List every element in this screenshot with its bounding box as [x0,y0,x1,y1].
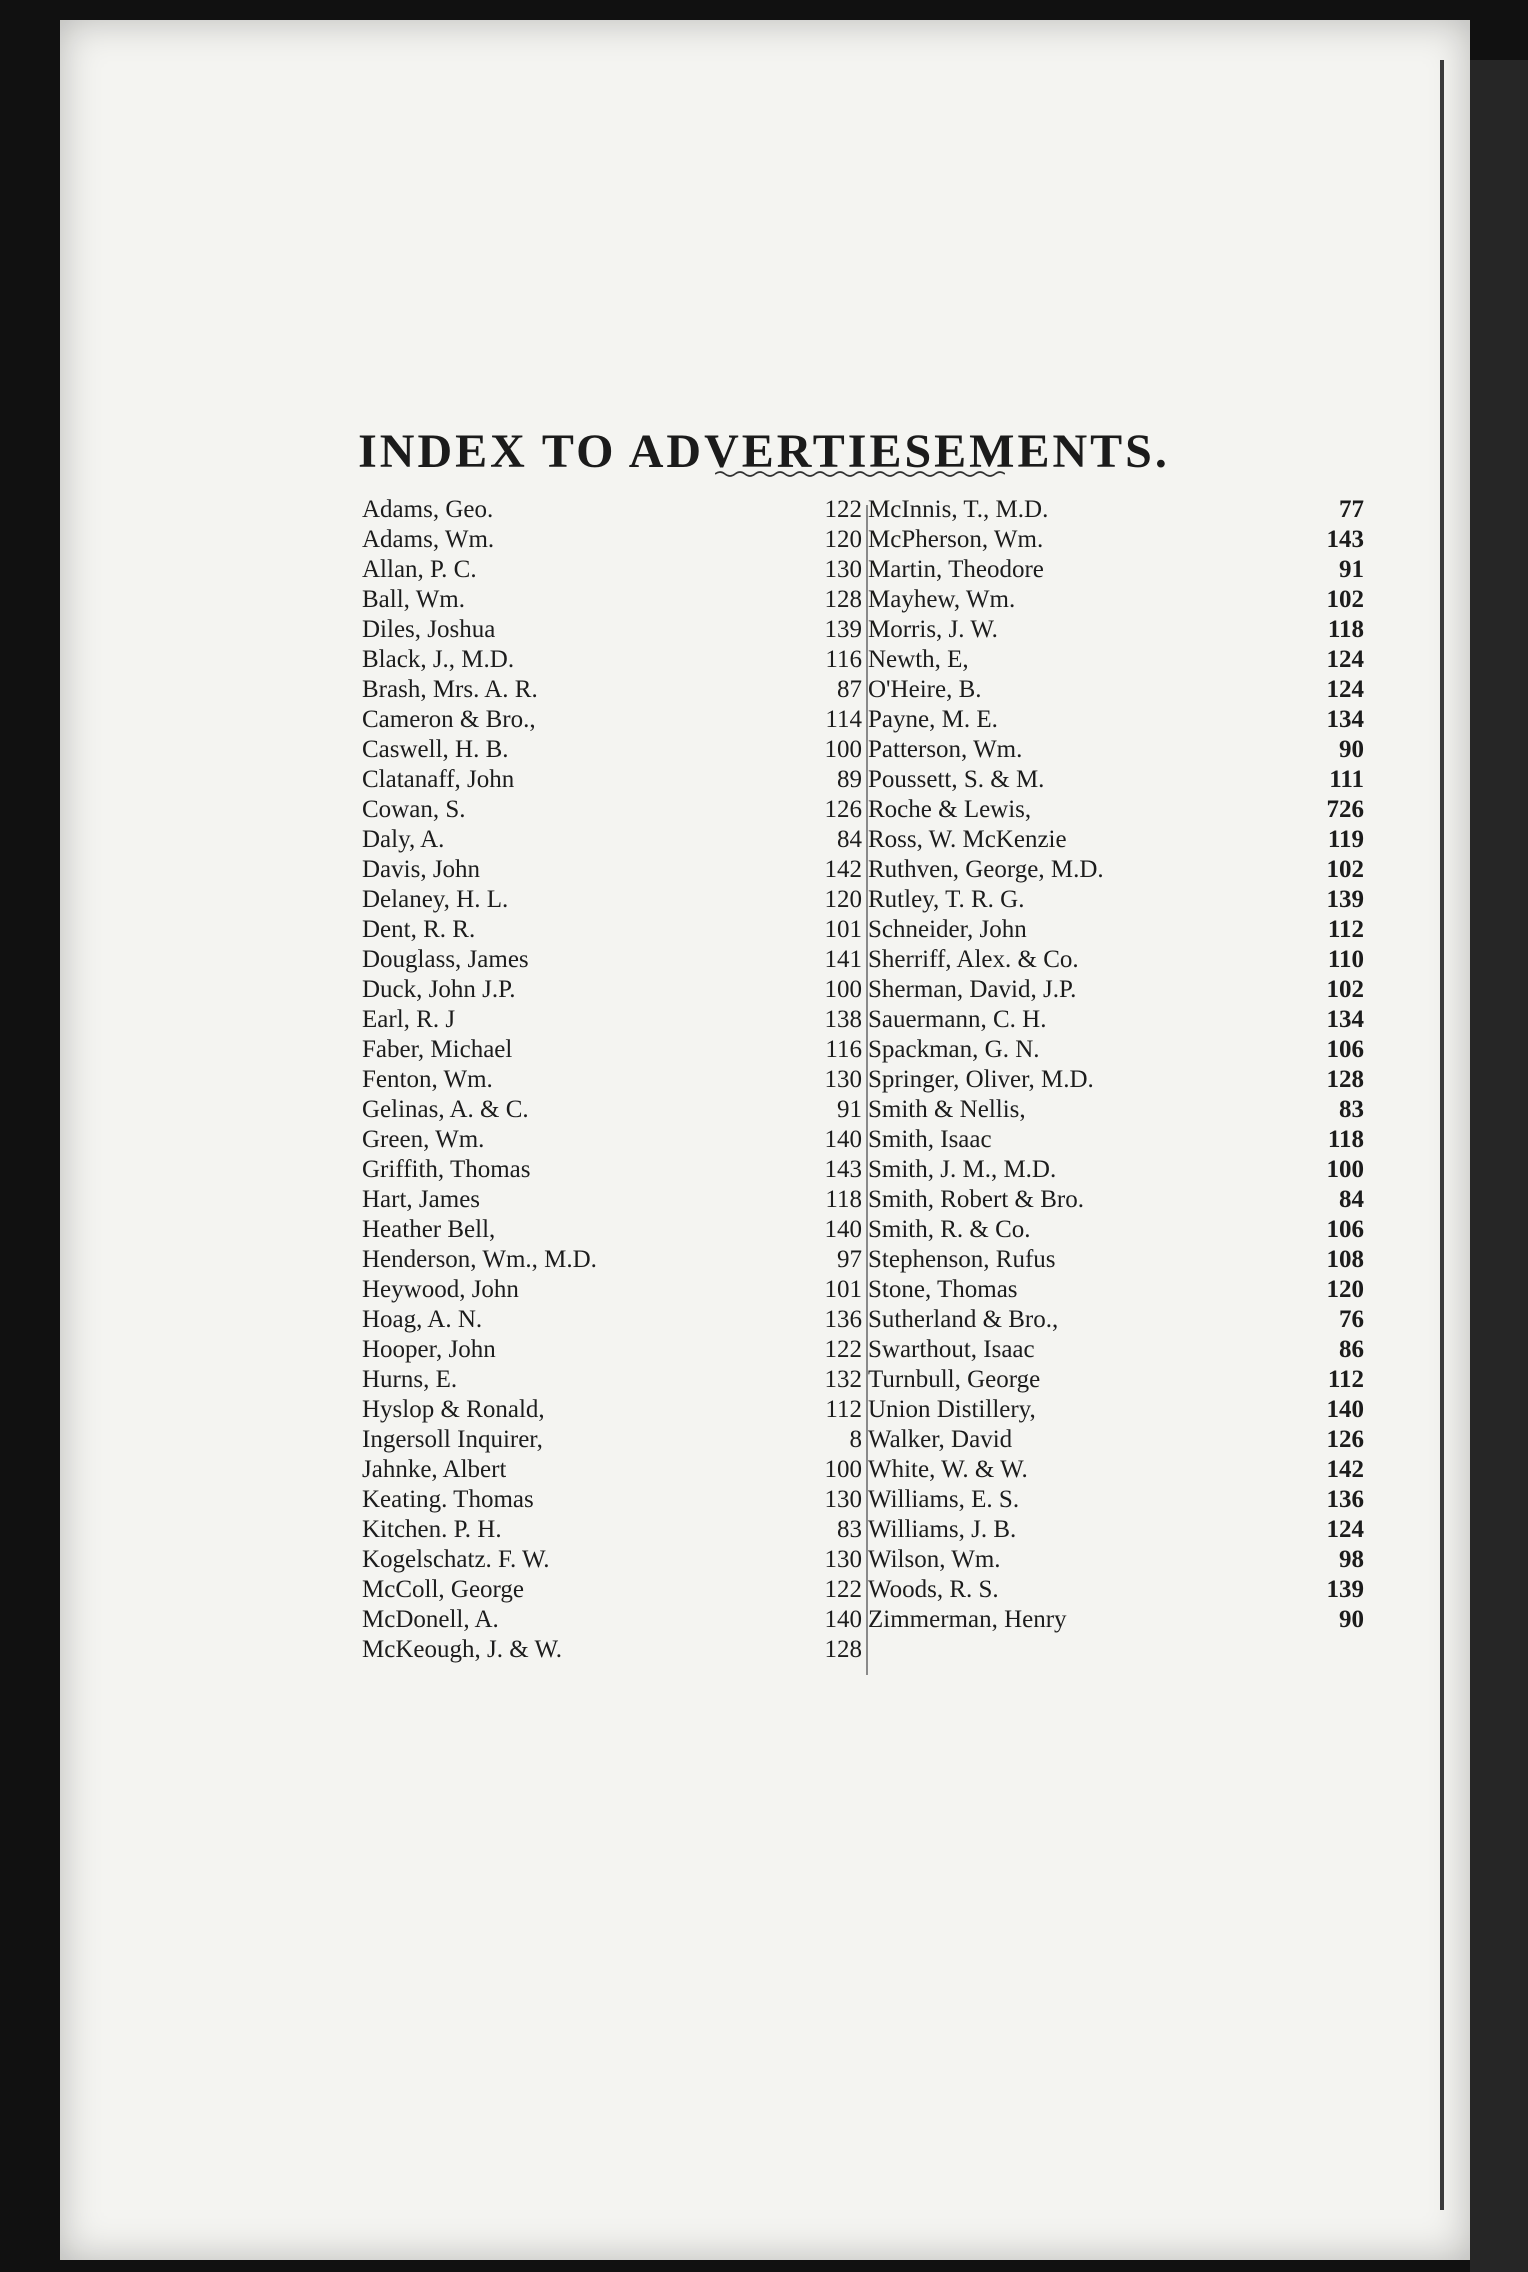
page-number: 140 [824,1606,862,1633]
page-number: 100 [824,1456,862,1483]
page-number: 122 [824,1336,862,1363]
page-number: 141 [824,946,862,973]
page-number: 114 [825,706,862,733]
index-entry [868,855,1364,885]
advertiser-name: McInnis, T., M.D. [868,496,1049,523]
index-entry [868,615,1364,645]
index-entry [362,825,862,855]
advertiser-name: Henderson, Wm., M.D. [362,1246,597,1273]
page-number: 112 [825,1396,862,1423]
index-entry [362,1455,862,1485]
advertiser-name: Douglass, James [362,946,529,973]
page-number: 120 [1326,1276,1364,1303]
advertiser-name: Diles, Joshua [362,616,496,643]
page-number: 726 [1326,796,1364,823]
index-entry [868,1035,1364,1065]
advertiser-name: Sutherland & Bro., [868,1306,1059,1333]
advertiser-name: Mayhew, Wm. [868,586,1016,613]
advertiser-name: Turnbull, George [868,1366,1041,1393]
page-edge-line [1440,60,1444,2210]
advertiser-name: Smith, R. & Co. [868,1216,1031,1243]
index-entry [868,1155,1364,1185]
page-number: 124 [1326,646,1364,673]
index-entry [868,1095,1364,1125]
index-entry [868,645,1364,675]
index-entry [362,1095,862,1125]
advertiser-name: McColl, George [362,1576,525,1603]
page-number: 90 [1339,1606,1364,1633]
advertiser-name: Delaney, H. L. [362,886,509,913]
page-number: 91 [1339,556,1364,583]
index-column-left [362,495,862,1665]
advertiser-name: Cameron & Bro., [362,706,536,733]
page-number: 101 [824,916,862,943]
page-number: 100 [1326,1156,1364,1183]
advertiser-name: McPherson, Wm. [868,526,1044,553]
advertiser-name: Jahnke, Albert [362,1456,507,1483]
advertiser-name: Faber, Michael [362,1036,513,1063]
page-number: 126 [1326,1426,1364,1453]
advertiser-name: Kogelschatz. F. W. [362,1546,550,1573]
index-entry [868,1245,1364,1275]
page-number: 122 [824,1576,862,1603]
page-number: 116 [825,1036,862,1063]
page-number: 77 [1339,496,1364,523]
index-entry [362,1185,862,1215]
index-entry [362,1245,862,1275]
page-number: 143 [1326,526,1364,553]
advertiser-name: Spackman, G. N. [868,1036,1040,1063]
advertiser-name: Williams, J. B. [868,1516,1017,1543]
advertiser-name: Ross, W. McKenzie [868,826,1067,853]
advertiser-name: Stephenson, Rufus [868,1246,1056,1273]
advertiser-name: Smith, J. M., M.D. [868,1156,1057,1183]
page-number: 102 [1326,586,1364,613]
index-entry [362,945,862,975]
page-number: 112 [1327,1366,1364,1393]
index-entry [362,1635,862,1665]
page-number: 120 [824,886,862,913]
index-entry [868,735,1364,765]
index-entry [868,675,1364,705]
decorative-wavy-rule [715,470,1005,478]
page-number: 100 [824,736,862,763]
page-number: 126 [824,796,862,823]
index-entry [362,1575,862,1605]
advertiser-name: Hyslop & Ronald, [362,1396,545,1423]
advertiser-name: Fenton, Wm. [362,1066,493,1093]
advertiser-name: Sauermann, C. H. [868,1006,1047,1033]
index-entry [868,1305,1364,1335]
index-entry [868,885,1364,915]
index-entry [868,495,1364,525]
page-number: 97 [837,1246,862,1273]
index-entry [868,1485,1364,1515]
index-entry [868,795,1364,825]
advertiser-name: Sherman, David, J.P. [868,976,1077,1003]
page-number: 139 [1326,886,1364,913]
index-entry [362,765,862,795]
advertiser-name: Springer, Oliver, M.D. [868,1066,1094,1093]
index-entry [362,855,862,885]
page-number: 106 [1326,1216,1364,1243]
advertiser-name: Hooper, John [362,1336,496,1363]
page-number: 118 [1327,1126,1364,1153]
index-entry [362,525,862,555]
index-entry [362,885,862,915]
page-number: 124 [1326,1516,1364,1543]
advertiser-name: Smith, Isaac [868,1126,992,1153]
page-number: 122 [824,496,862,523]
index-entry [362,705,862,735]
index-entry [362,585,862,615]
advertiser-name: Duck, John J.P. [362,976,516,1003]
index-entry [362,1155,862,1185]
page-number: 84 [837,826,862,853]
page-number: 84 [1339,1186,1364,1213]
index-entry [868,1185,1364,1215]
page-number: 90 [1339,736,1364,763]
advertiser-name: Hoag, A. N. [362,1306,483,1333]
advertiser-name: Smith & Nellis, [868,1096,1026,1123]
advertiser-name: Ruthven, George, M.D. [868,856,1104,883]
page-number: 118 [825,1186,862,1213]
advertiser-name: Clatanaff, John [362,766,515,793]
advertiser-name: Newth, E, [868,646,969,673]
index-entry [868,1005,1364,1035]
index-entry [362,1515,862,1545]
advertiser-name: Keating. Thomas [362,1486,534,1513]
index-entry [868,1275,1364,1305]
page-number: 130 [824,556,862,583]
index-entry [868,525,1364,555]
advertiser-name: Sherriff, Alex. & Co. [868,946,1079,973]
advertiser-name: Heywood, John [362,1276,519,1303]
page-number: 143 [824,1156,862,1183]
advertiser-name: Stone, Thomas [868,1276,1018,1303]
advertiser-name: McKeough, J. & W. [362,1636,562,1663]
index-entry [868,1545,1364,1575]
advertiser-name: Woods, R. S. [868,1576,999,1603]
advertiser-name: Williams, E. S. [868,1486,1020,1513]
page-number: 100 [824,976,862,1003]
page-number: 98 [1339,1546,1364,1573]
page-number: 136 [1326,1486,1364,1513]
index-entry [362,675,862,705]
page-number: 118 [1327,616,1364,643]
page-number: 124 [1326,676,1364,703]
advertiser-name: Wilson, Wm. [868,1546,1001,1573]
index-entry [362,1035,862,1065]
advertiser-name: Ball, Wm. [362,586,466,613]
advertiser-name: Walker, David [868,1426,1013,1453]
advertiser-name: Poussett, S. & M. [868,766,1045,793]
advertiser-name: Allan, P. C. [362,556,477,583]
index-entry [362,615,862,645]
page-number: 130 [824,1066,862,1093]
advertiser-name: Dent, R. R. [362,916,476,943]
index-entry [868,765,1364,795]
index-entry [362,495,862,525]
advertiser-name: Black, J., M.D. [362,646,515,673]
page-number: 128 [1326,1066,1364,1093]
index-entry [868,1605,1364,1635]
index-entry [362,1425,862,1455]
advertiser-name: Swarthout, Isaac [868,1336,1035,1363]
index-entry [868,555,1364,585]
index-entry [362,1545,862,1575]
index-entry [868,1395,1364,1425]
page-number: 8 [849,1426,862,1453]
index-entry [868,1065,1364,1095]
page-number: 132 [824,1366,862,1393]
page-number: 140 [1326,1396,1364,1423]
page-number: 136 [824,1306,862,1333]
index-entry [868,1365,1364,1395]
advertiser-name: O'Heire, B. [868,676,982,703]
advertiser-name: Patterson, Wm. [868,736,1023,763]
page-number: 134 [1326,706,1364,733]
advertiser-name: Adams, Wm. [362,526,495,553]
page-number: 86 [1339,1336,1364,1363]
index-entry [868,1335,1364,1365]
index-entry [868,1455,1364,1485]
advertiser-name: Gelinas, A. & C. [362,1096,529,1123]
advertiser-name: Heather Bell, [362,1216,496,1243]
advertiser-name: Cowan, S. [362,796,466,823]
advertiser-name: McDonell, A. [362,1606,499,1633]
index-entry [868,585,1364,615]
advertiser-name: Hurns, E. [362,1366,458,1393]
page-number: 128 [824,586,862,613]
index-entry [362,1605,862,1635]
index-entry [362,555,862,585]
advertiser-name: Caswell, H. B. [362,736,509,763]
page-number: 140 [824,1216,862,1243]
page-number: 139 [1326,1576,1364,1603]
advertiser-name: Hart, James [362,1186,481,1213]
advertiser-name: Schneider, John [868,916,1027,943]
page-number: 102 [1326,976,1364,1003]
index-entry [868,1575,1364,1605]
page-number: 142 [824,856,862,883]
index-entry [362,1485,862,1515]
advertiser-name: Ingersoll Inquirer, [362,1426,543,1453]
advertiser-name: Kitchen. P. H. [362,1516,502,1543]
index-entry [868,825,1364,855]
advertiser-name: Brash, Mrs. A. R. [362,676,538,703]
page-number: 87 [837,676,862,703]
index-entry [362,1005,862,1035]
page-number: 112 [1327,916,1364,943]
index-entry [362,1215,862,1245]
index-column-right [868,495,1364,1635]
index-entry [362,1335,862,1365]
index-entry [362,1275,862,1305]
index-entry [362,915,862,945]
page-number: 116 [825,646,862,673]
index-entry [868,915,1364,945]
index-entry [362,1395,862,1425]
index-entry [362,795,862,825]
index-entry [868,1425,1364,1455]
page-number: 76 [1339,1306,1364,1333]
index-entry [868,1125,1364,1155]
page-number: 134 [1326,1006,1364,1033]
scan-right-edge [1470,60,1528,2272]
page-number: 110 [1327,946,1364,973]
page-number: 130 [824,1486,862,1513]
page-number: 91 [837,1096,862,1123]
index-entry [362,735,862,765]
index-entry [868,945,1364,975]
page-number: 139 [824,616,862,643]
index-entry [362,1125,862,1155]
page-number: 83 [837,1516,862,1543]
advertiser-name: Smith, Robert & Bro. [868,1186,1084,1213]
page-number: 119 [1327,826,1364,853]
advertiser-name: Roche & Lewis, [868,796,1032,823]
page-number: 128 [824,1636,862,1663]
index-entry [868,1215,1364,1245]
page-title: INDEX TO ADVERTIESEMENTS. [358,425,1170,479]
page-number: 102 [1326,856,1364,883]
page-number: 89 [837,766,862,793]
advertiser-name: Green, Wm. [362,1126,485,1153]
advertiser-name: Daly, A. [362,826,445,853]
page-number: 108 [1326,1246,1364,1273]
page-number: 140 [824,1126,862,1153]
advertiser-name: Davis, John [362,856,481,883]
index-entry [362,1305,862,1335]
advertiser-name: Union Distillery, [868,1396,1036,1423]
index-entry [362,645,862,675]
advertiser-name: Rutley, T. R. G. [868,886,1025,913]
page-number: 111 [1329,766,1364,793]
advertiser-name: Griffith, Thomas [362,1156,531,1183]
page-number: 130 [824,1546,862,1573]
advertiser-name: Morris, J. W. [868,616,998,643]
advertiser-name: Zimmerman, Henry [868,1606,1067,1633]
index-entry [868,1515,1364,1545]
advertiser-name: Earl, R. J [362,1006,456,1033]
advertiser-name: Martin, Theodore [868,556,1044,583]
index-entry [868,975,1364,1005]
page-number: 106 [1326,1036,1364,1063]
advertiser-name: Payne, M. E. [868,706,998,733]
page-number: 101 [824,1276,862,1303]
advertiser-name: White, W. & W. [868,1456,1028,1483]
index-entry [362,1365,862,1395]
index-entry [362,975,862,1005]
page-number: 120 [824,526,862,553]
page-number: 83 [1339,1096,1364,1123]
page-number: 142 [1326,1456,1364,1483]
index-entry [362,1065,862,1095]
page-number: 138 [824,1006,862,1033]
advertiser-name: Adams, Geo. [362,496,494,523]
index-entry [868,705,1364,735]
